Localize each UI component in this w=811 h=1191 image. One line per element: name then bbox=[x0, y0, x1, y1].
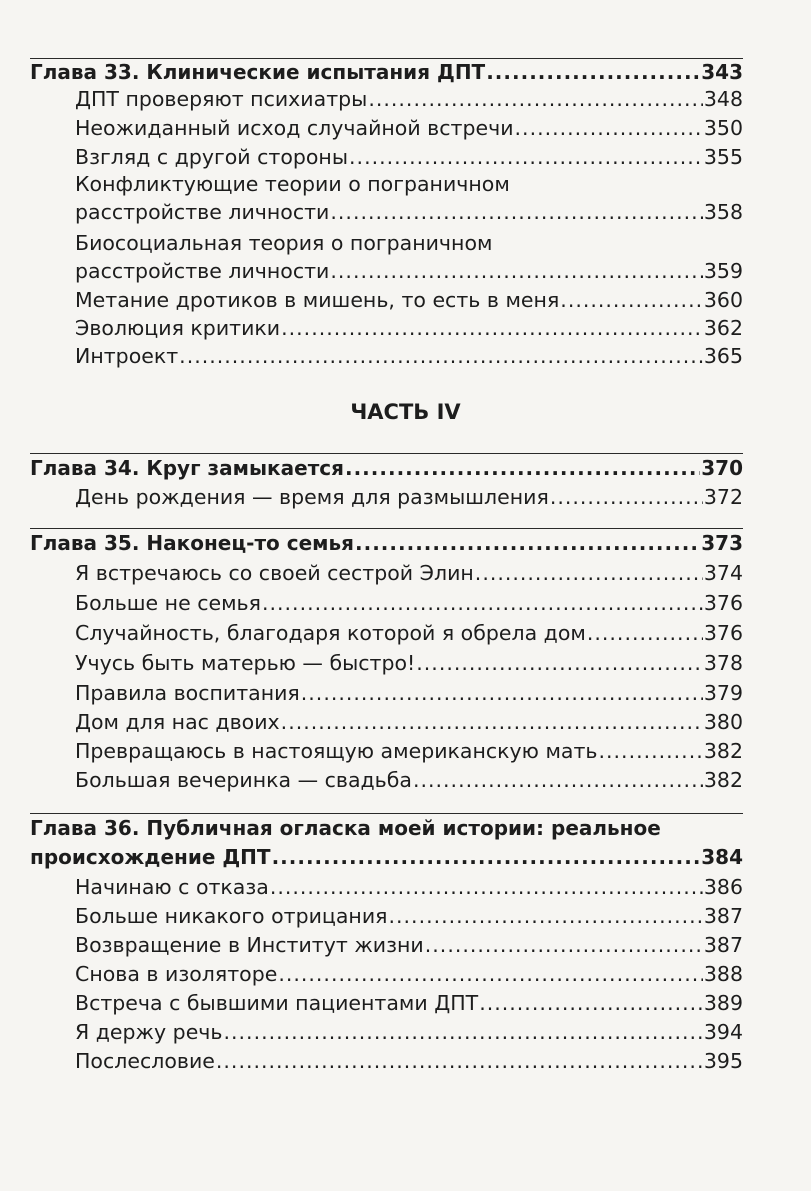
toc-entry bbox=[75, 680, 743, 706]
leader-dots bbox=[550, 484, 703, 510]
toc-page-number: 386 bbox=[703, 875, 743, 899]
leader-dots bbox=[416, 650, 703, 676]
toc-page-number: 394 bbox=[703, 1020, 743, 1044]
toc-title: Дом для нас двоих bbox=[75, 710, 280, 734]
leader-dots bbox=[486, 59, 700, 85]
toc-entry bbox=[75, 484, 743, 510]
toc-entry bbox=[75, 961, 743, 987]
toc-entry-line1: Конфликтующие теории о пограничном bbox=[75, 172, 510, 196]
leader-dots bbox=[330, 199, 702, 225]
toc-title: Интроект bbox=[75, 344, 179, 368]
toc-page-number: 350 bbox=[703, 116, 743, 140]
toc-entry bbox=[75, 590, 743, 616]
chapter-rule bbox=[30, 813, 743, 814]
toc-chapter-35 bbox=[30, 530, 743, 556]
toc-page-number: 395 bbox=[703, 1049, 743, 1073]
toc-entry bbox=[75, 86, 743, 112]
toc-page-number: 387 bbox=[703, 904, 743, 928]
leader-dots bbox=[270, 874, 703, 900]
toc-page-number: 387 bbox=[703, 933, 743, 957]
leader-dots bbox=[355, 530, 700, 556]
leader-dots bbox=[389, 903, 703, 929]
leader-dots bbox=[475, 560, 703, 586]
leader-dots bbox=[425, 932, 703, 958]
toc-page-number: 359 bbox=[703, 259, 743, 283]
toc-page-number: 348 bbox=[703, 87, 743, 111]
chapter-rule bbox=[30, 453, 743, 454]
toc-title: Я встречаюсь со своей сестрой Элин bbox=[75, 561, 474, 585]
leader-dots bbox=[349, 144, 703, 170]
toc-entry bbox=[75, 315, 743, 341]
toc-entry bbox=[75, 1048, 743, 1074]
toc-entry bbox=[75, 990, 743, 1016]
toc-page-number: 374 bbox=[703, 561, 743, 585]
toc-entry bbox=[75, 650, 743, 676]
toc-title: Глава 33. Клинические испытания ДПТ bbox=[30, 60, 486, 84]
toc-entry-line1: Биосоциальная теория о пограничном bbox=[75, 231, 493, 255]
toc-title: Больше не семья bbox=[75, 591, 261, 615]
toc-title: Превращаюсь в настоящую американскую мать bbox=[75, 739, 598, 763]
part-heading: ЧАСТЬ IV bbox=[350, 400, 461, 424]
leader-dots bbox=[368, 86, 703, 112]
leader-dots bbox=[560, 287, 703, 313]
leader-dots bbox=[479, 990, 703, 1016]
toc-title: Послесловие bbox=[75, 1049, 215, 1073]
toc-title: Глава 35. Наконец-то семья bbox=[30, 531, 355, 555]
toc-page-number: 384 bbox=[701, 845, 743, 869]
toc-title: Глава 34. Круг замыкается bbox=[30, 456, 344, 480]
toc-entry bbox=[75, 343, 743, 369]
toc-title: Неожиданный исход случайной встречи bbox=[75, 116, 514, 140]
leader-dots bbox=[179, 343, 703, 369]
toc-page-number: 358 bbox=[703, 200, 743, 224]
toc-title: Взгляд с другой стороны bbox=[75, 145, 349, 169]
toc-title: Случайность, благодаря которой я обрела дом bbox=[75, 621, 586, 645]
chapter-rule bbox=[30, 528, 743, 529]
toc-title: День рождения — время для размышления bbox=[75, 485, 549, 509]
toc-page-number: 372 bbox=[703, 485, 743, 509]
toc-entry bbox=[75, 874, 743, 900]
toc-entry bbox=[75, 932, 743, 958]
toc-chapter-36-line1: Глава 36. Публичная огласка моей истории: реальное bbox=[30, 816, 661, 840]
toc-title: Встреча с бывшими пациентами ДПТ bbox=[75, 991, 479, 1015]
leader-dots bbox=[301, 680, 703, 706]
toc-entry bbox=[75, 620, 743, 646]
toc-entry bbox=[75, 1019, 743, 1045]
leader-dots bbox=[330, 258, 702, 284]
leader-dots bbox=[345, 455, 700, 481]
toc-title: происхождение ДПТ bbox=[30, 845, 271, 869]
toc-entry bbox=[75, 115, 743, 141]
toc-entry bbox=[75, 738, 743, 764]
leader-dots bbox=[599, 738, 703, 764]
toc-page-number: 370 bbox=[701, 456, 743, 480]
toc-title: Я держу речь bbox=[75, 1020, 223, 1044]
toc-page-number: 360 bbox=[703, 288, 743, 312]
toc-title: Метание дротиков в мишень, то есть в меня bbox=[75, 288, 560, 312]
toc-title: Снова в изоляторе bbox=[75, 962, 278, 986]
toc-page-number: 365 bbox=[703, 344, 743, 368]
toc-page-number: 343 bbox=[701, 60, 743, 84]
toc-entry bbox=[75, 903, 743, 929]
leader-dots bbox=[587, 620, 703, 646]
toc-page-number: 376 bbox=[703, 621, 743, 645]
toc-title: расстройстве личности bbox=[75, 200, 330, 224]
toc-page-number: 355 bbox=[703, 145, 743, 169]
leader-dots bbox=[281, 709, 703, 735]
leader-dots bbox=[272, 844, 701, 870]
leader-dots bbox=[216, 1048, 703, 1074]
toc-title: Возвращение в Институт жизни bbox=[75, 933, 424, 957]
toc-entry bbox=[75, 709, 743, 735]
toc-page-number: 379 bbox=[703, 681, 743, 705]
leader-dots bbox=[413, 767, 703, 793]
toc-title: Большая вечеринка — свадьба bbox=[75, 768, 412, 792]
toc-entry bbox=[75, 258, 743, 284]
toc-page-number: 382 bbox=[703, 739, 743, 763]
toc-page-number: 388 bbox=[703, 962, 743, 986]
leader-dots bbox=[262, 590, 703, 616]
toc-page-number: 380 bbox=[703, 710, 743, 734]
toc-entry bbox=[75, 767, 743, 793]
toc-page-number: 382 bbox=[703, 768, 743, 792]
toc-chapter-36 bbox=[30, 844, 743, 870]
toc-entry bbox=[75, 144, 743, 170]
toc-page-number: 362 bbox=[703, 316, 743, 340]
leader-dots bbox=[278, 961, 703, 987]
toc-chapter-33 bbox=[30, 59, 743, 85]
toc-title: расстройстве личности bbox=[75, 259, 330, 283]
toc-title: Начинаю с отказа bbox=[75, 875, 269, 899]
toc-page-number: 376 bbox=[703, 591, 743, 615]
toc-title: Правила воспитания bbox=[75, 681, 300, 705]
toc-page-number: 378 bbox=[703, 651, 743, 675]
toc-entry bbox=[75, 287, 743, 313]
leader-dots bbox=[515, 115, 703, 141]
leader-dots bbox=[224, 1019, 703, 1045]
leader-dots bbox=[281, 315, 703, 341]
toc-title: ДПТ проверяют психиатры bbox=[75, 87, 368, 111]
toc-entry bbox=[75, 199, 743, 225]
toc-page-number: 373 bbox=[701, 531, 743, 555]
toc-title: Больше никакого отрицания bbox=[75, 904, 388, 928]
toc-title: Эволюция критики bbox=[75, 316, 281, 340]
toc-title: Учусь быть матерью — быстро! bbox=[75, 651, 416, 675]
toc-chapter-34 bbox=[30, 455, 743, 481]
toc-entry bbox=[75, 560, 743, 586]
toc-page-number: 389 bbox=[703, 991, 743, 1015]
